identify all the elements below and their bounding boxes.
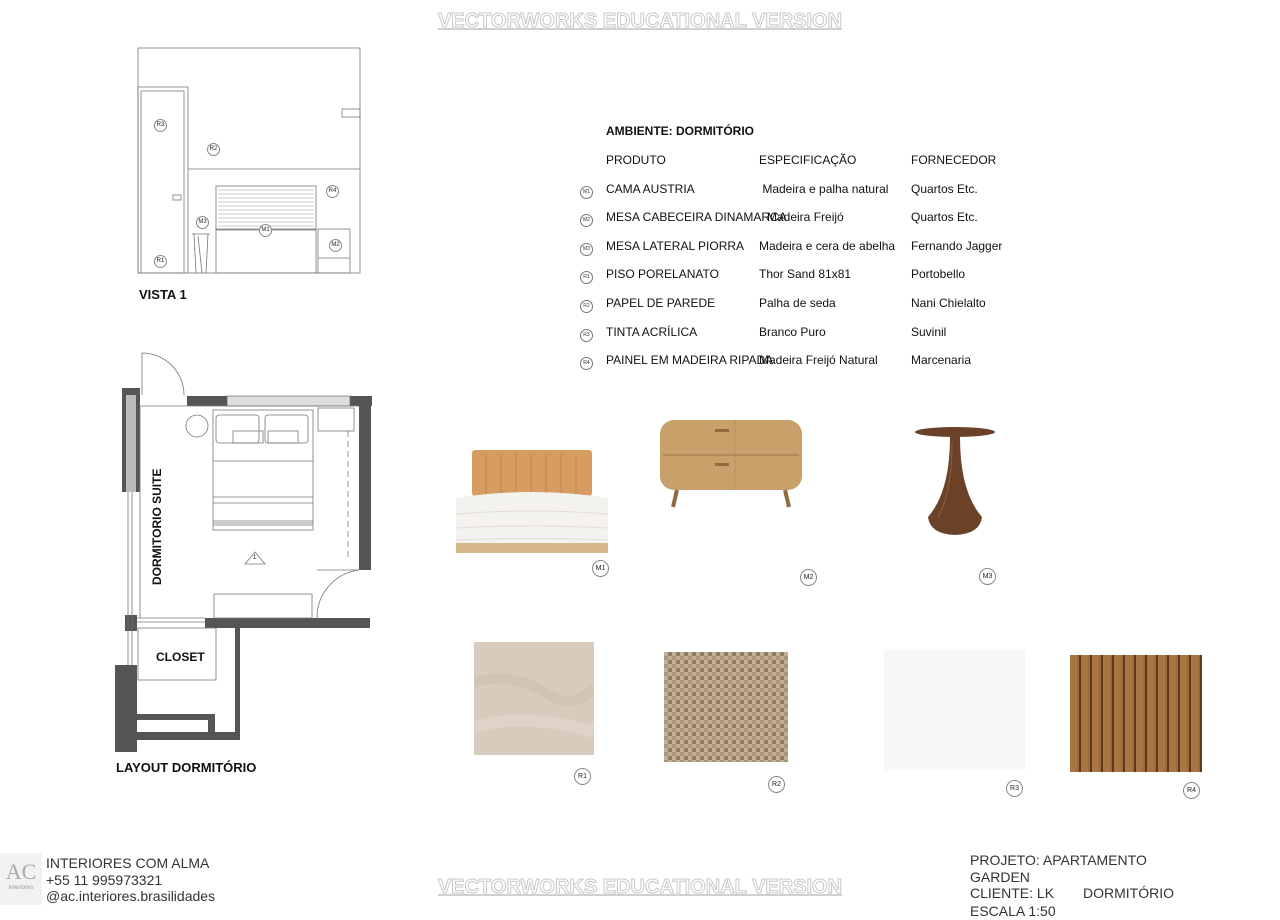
company-instagram: @ac.interiores.brasilidades bbox=[46, 888, 216, 904]
spec-produto: PISO PORELANATO bbox=[606, 267, 719, 282]
spec-especificacao: Madeira e cera de abelha bbox=[759, 238, 896, 253]
company-name: INTERIORES COM ALMA bbox=[46, 855, 210, 871]
spec-fornecedor: Suvinil bbox=[911, 324, 947, 339]
image-code-m2: M2 bbox=[800, 569, 817, 586]
room-name: DORMITÓRIO bbox=[1083, 885, 1174, 901]
spec-fornecedor: Marcenaria bbox=[911, 353, 972, 368]
image-code-r1: R1 bbox=[574, 768, 591, 785]
image-code-r2: R2 bbox=[768, 776, 785, 793]
watermark-top: VECTORWORKS EDUCATIONAL VERSION bbox=[437, 10, 843, 32]
header-produto: PRODUTO bbox=[606, 153, 666, 167]
spec-fornecedor: Portobello bbox=[911, 267, 966, 282]
spec-row bbox=[580, 210, 1040, 239]
spec-produto: TINTA ACRÍLICA bbox=[606, 324, 698, 339]
spec-especificacao: Branco Puro bbox=[759, 324, 826, 339]
spec-code: R3 bbox=[580, 329, 593, 342]
spec-fornecedor: Quartos Etc. bbox=[911, 210, 978, 225]
image-code-r4: R4 bbox=[1183, 782, 1200, 799]
drawing-scale: ESCALA 1:50 bbox=[970, 903, 1056, 919]
client-name: CLIENTE: LK bbox=[970, 885, 1055, 901]
spec-row bbox=[580, 239, 1040, 268]
swatch-wood-slat bbox=[1070, 655, 1202, 772]
elevation-tag-r2: R2 bbox=[207, 143, 220, 156]
spec-code: M2 bbox=[580, 214, 593, 227]
project-info bbox=[970, 852, 1210, 920]
spec-title: AMBIENTE: DORMITÓRIO bbox=[606, 124, 754, 138]
spec-code: R2 bbox=[580, 300, 593, 313]
plan-title: LAYOUT DORMITÓRIO bbox=[116, 760, 257, 775]
spec-fornecedor: Fernando Jagger bbox=[911, 238, 1003, 253]
spec-produto: PAPEL DE PAREDE bbox=[606, 295, 716, 310]
side-table-top bbox=[915, 427, 995, 437]
nightstand-image bbox=[655, 415, 807, 510]
spec-especificacao: Madeira Freijó bbox=[767, 210, 844, 225]
company-phone: +55 11 995973321 bbox=[46, 871, 163, 888]
spec-code: M1 bbox=[580, 186, 593, 199]
project-name: PROJETO: APARTAMENTO GARDEN bbox=[970, 852, 1147, 885]
image-code-m1: M1 bbox=[592, 560, 609, 577]
elevation-tag-m2: M2 bbox=[329, 239, 342, 252]
swatch-white-paint bbox=[884, 650, 1025, 770]
company-info bbox=[46, 855, 215, 905]
spec-code: M3 bbox=[580, 243, 593, 256]
image-code-r3: R3 bbox=[1006, 780, 1023, 797]
spec-row bbox=[580, 325, 1040, 354]
header-fornecedor: FORNECEDOR bbox=[911, 153, 997, 167]
bed-image bbox=[456, 446, 608, 553]
image-code-m3: M3 bbox=[979, 568, 996, 585]
side-table-image bbox=[910, 422, 1000, 540]
elevation-tag-r4: R4 bbox=[326, 185, 339, 198]
elevation-tag-m1: M1 bbox=[259, 224, 272, 237]
spec-code: R4 bbox=[580, 357, 593, 370]
logo-sub: interiores bbox=[8, 885, 34, 891]
view-marker: 1 bbox=[253, 555, 257, 561]
headboard-rattan bbox=[472, 450, 592, 496]
company-logo bbox=[0, 853, 42, 905]
header-especificacao: ESPECIFICAÇÃO bbox=[759, 153, 857, 167]
elevation-title: VISTA 1 bbox=[139, 287, 187, 302]
room-label: DORMITORIO SUITE bbox=[150, 468, 164, 585]
elevation-tag-r1: R1 bbox=[154, 255, 167, 268]
spec-produto: MESA LATERAL PIORRA bbox=[606, 238, 745, 253]
spec-especificacao: Madeira Freijó Natural bbox=[759, 353, 878, 368]
spec-row bbox=[580, 296, 1040, 325]
swatch-white-fill bbox=[884, 650, 1025, 770]
spec-produto: CAMA AUSTRIA bbox=[606, 181, 695, 196]
watermark-bottom: VECTORWORKS EDUCATIONAL VERSION bbox=[437, 876, 843, 898]
side-table-pedestal bbox=[928, 437, 982, 535]
spec-code: R1 bbox=[580, 271, 593, 284]
spec-header-row bbox=[580, 153, 1040, 182]
spec-produto: MESA CABECEIRA DINAMARCA bbox=[606, 210, 787, 225]
spec-fornecedor: Quartos Etc. bbox=[911, 181, 978, 196]
spec-row bbox=[580, 267, 1040, 296]
spec-produto: PAINEL EM MADEIRA RIPADA bbox=[606, 353, 774, 368]
logo-mark: AC bbox=[5, 859, 37, 884]
closet-label: CLOSET bbox=[156, 650, 205, 664]
spec-row bbox=[580, 182, 1040, 211]
spec-especificacao: Madeira e palha natural bbox=[759, 181, 889, 196]
elevation-tag-r3: R3 bbox=[154, 119, 167, 132]
swatch-porcelain bbox=[474, 642, 594, 755]
spec-fornecedor: Nani Chielalto bbox=[911, 295, 986, 310]
spec-row bbox=[580, 353, 1040, 382]
spec-especificacao: Thor Sand 81x81 bbox=[759, 267, 852, 282]
elevation-tag-m3: M3 bbox=[196, 216, 209, 229]
swatch-straw bbox=[664, 652, 788, 762]
spec-especificacao: Palha de seda bbox=[759, 295, 836, 310]
spec-table bbox=[580, 124, 1040, 382]
